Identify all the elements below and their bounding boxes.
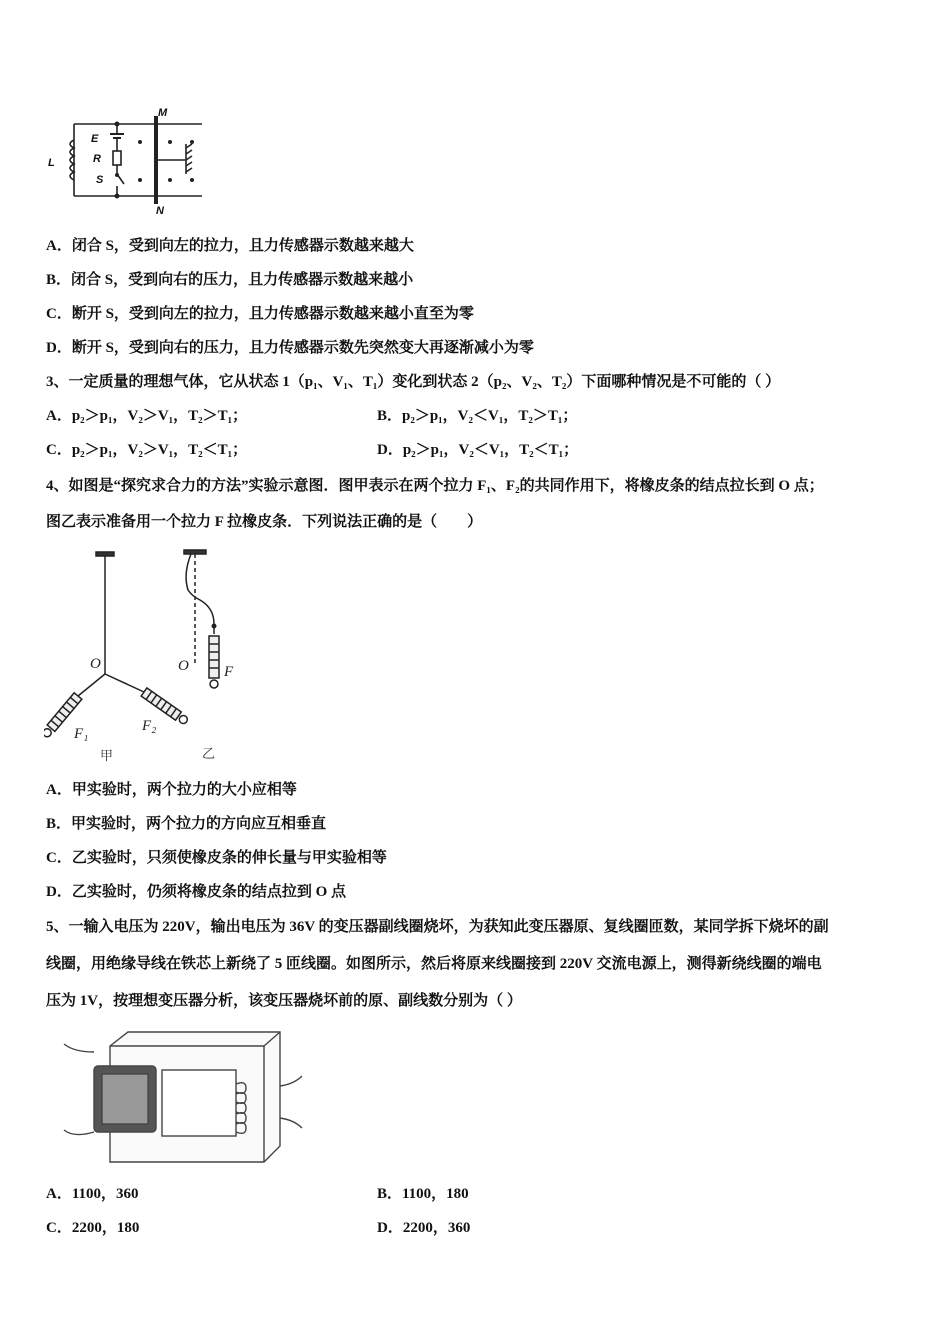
label-f1: F₁ <box>74 726 89 742</box>
label-f2: F₂ <box>142 718 157 734</box>
label-yi: 乙 <box>202 747 216 762</box>
label-n: N <box>156 205 164 216</box>
q2-option-d: D．断开 S，受到向右的压力，且力传感器示数先突然变大再逐渐减小为零 <box>46 340 534 356</box>
label-m: M <box>158 107 168 119</box>
label-o-jia: O <box>90 656 101 672</box>
q4-option-a: A．甲实验时，两个拉力的大小应相等 <box>46 782 297 798</box>
q5-stem-line1: 5、一输入电压为 220V，输出电压为 36V 的变压器副线圈烧坏，为获知此变压器原、复线圈匝数，某同学拆下烧坏的副 <box>46 919 829 935</box>
label-l: L <box>48 157 55 169</box>
label-e: E <box>91 133 99 145</box>
transformer-figure <box>54 1026 304 1168</box>
q4-option-d: D．乙实验时，仍须将橡皮条的结点拉到 O 点 <box>46 884 347 900</box>
label-f: F <box>224 664 234 680</box>
q4-option-b: B．甲实验时，两个拉力的方向应互相垂直 <box>46 816 327 832</box>
label-r: R <box>93 153 101 165</box>
q3-option-d: D．p₂＞p₁，V₂＜V₁，T₂＜T₁； <box>377 442 579 458</box>
q4-stem-line2: 图乙表示准备用一个拉力 F 拉橡皮条．下列说法正确的是（ ） <box>46 514 483 530</box>
circuit-figure <box>44 104 224 216</box>
label-jia: 甲 <box>100 749 114 764</box>
force-experiment-figure <box>44 544 254 766</box>
q5-option-c: C．2200，180 <box>46 1220 140 1236</box>
q2-option-a: A．闭合 S，受到向左的拉力，且力传感器示数越来越大 <box>46 238 414 254</box>
label-s: S <box>96 174 104 186</box>
q2-option-c: C．断开 S，受到向左的拉力，且力传感器示数越来越小直至为零 <box>46 306 474 322</box>
q5-option-d: D．2200，360 <box>377 1220 471 1236</box>
q4-option-c: C．乙实验时，只须使橡皮条的伸长量与甲实验相等 <box>46 850 387 866</box>
q5-option-a: A．1100，360 <box>46 1186 139 1202</box>
q3-option-c: C．p₂＞p₁，V₂＞V₁，T₂＜T₁； <box>46 442 248 458</box>
q3-option-b: B．p₂＞p₁，V₂＜V₁，T₂＞T₁； <box>377 408 578 424</box>
q5-option-b: B．1100，180 <box>377 1186 469 1202</box>
q4-stem-line1: 4、如图是“探究求合力的方法”实验示意图．图甲表示在两个拉力 F₁、F₂的共同作用下，将橡皮条的结点拉长到 O 点； <box>46 478 824 494</box>
q5-stem-line3: 压为 1V，按理想变压器分析，该变压器烧坏前的原、副线数分别为（ ） <box>46 993 522 1009</box>
q5-stem-line2: 线圈，用绝缘导线在铁芯上新绕了 5 匝线圈。如图所示，然后将原来线圈接到 220V 交流电源上，测得新绕线圈的端电 <box>46 956 822 972</box>
q3-option-a: A．p₂＞p₁，V₂＞V₁，T₂＞T₁； <box>46 408 248 424</box>
q2-option-b: B．闭合 S，受到向右的压力，且力传感器示数越来越小 <box>46 272 414 288</box>
q3-stem: 3、一定质量的理想气体，它从状态 1（p₁、V₁、T₁）变化到状态 2（p₂、V₂、T₂）下面哪种情况是不可能的（ ） <box>46 374 781 390</box>
label-o-yi: O <box>178 658 189 674</box>
